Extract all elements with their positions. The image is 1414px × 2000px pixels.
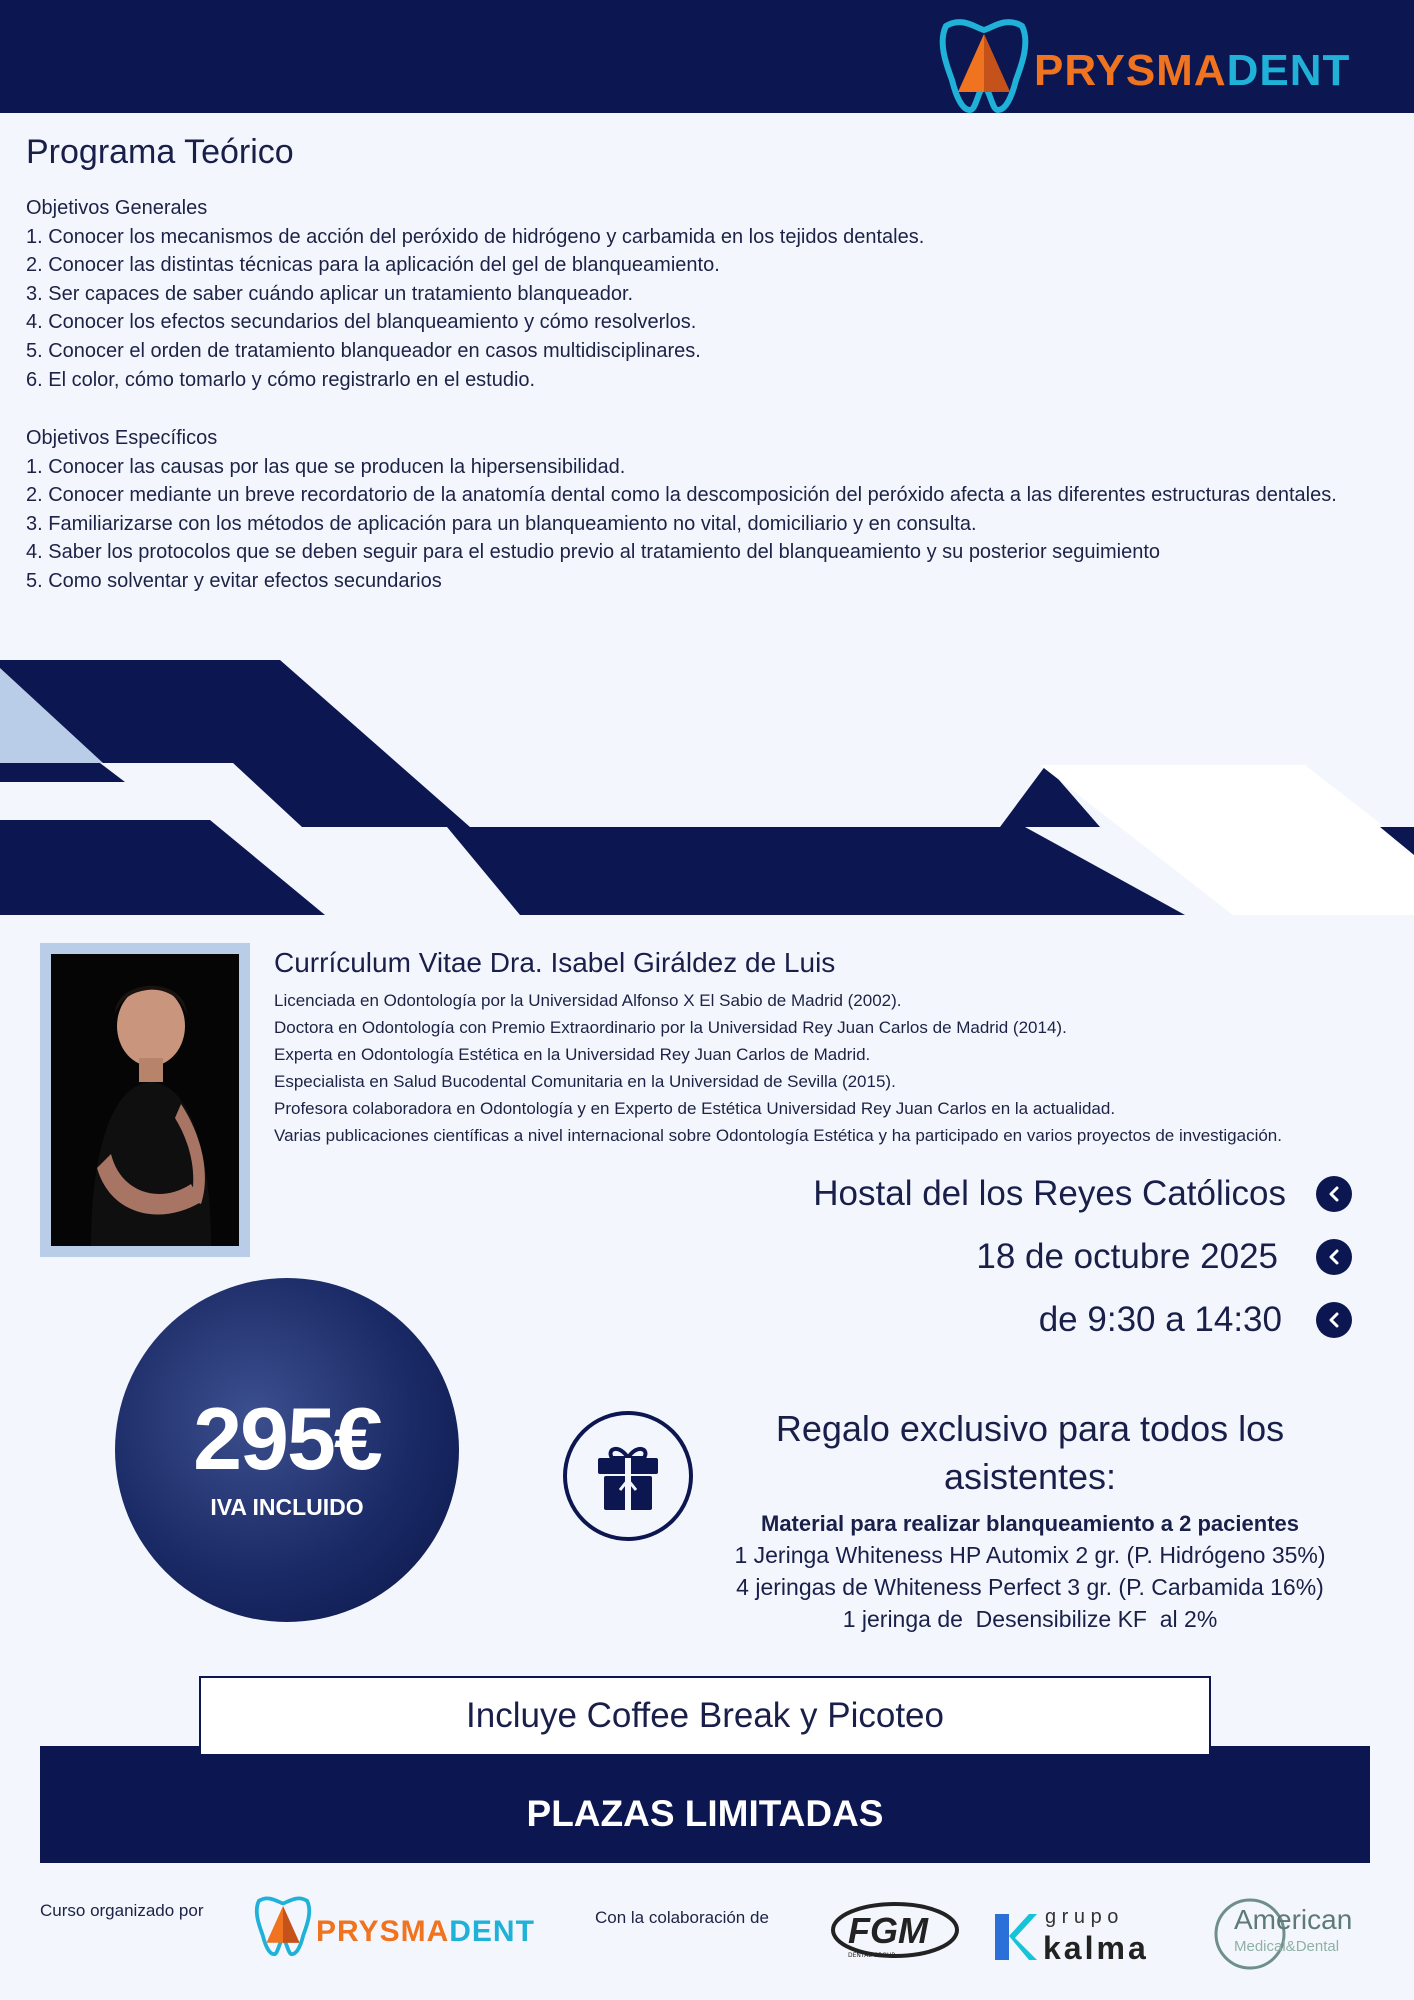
list-item: 6. El color, cómo tomarlo y cómo registrarlo en el estudio.: [26, 368, 536, 391]
event-time-line: [1039, 1300, 1352, 1340]
list-item: 5. Conocer el orden de tratamiento blanqueador en casos multidisciplinares.: [26, 339, 701, 362]
list-item: 4. Conocer los efectos secundarios del blanqueamiento y cómo resolverlos.: [26, 311, 697, 334]
gift-subheading: Material para realizar blanqueamiento a 2 pacientes: [761, 1511, 1299, 1536]
kalma-logo[interactable]: [993, 1906, 1173, 1966]
american-medical-logo[interactable]: [1212, 1894, 1372, 1974]
chevron-left-icon[interactable]: [1316, 1176, 1352, 1212]
cv-title: Currículum Vitae Dra. Isabel Giráldez de Luis: [274, 947, 836, 978]
doctor-photo-frame: [40, 943, 250, 1257]
event-venue: Hostal del los Reyes Católicos: [813, 1174, 1286, 1213]
coffee-text: Incluye Coffee Break y Picoteo: [466, 1696, 944, 1735]
list-item: 1. Conocer los mecanismos de acción del peróxido de hidrógeno y carbamida en los tejidos dentales.: [26, 225, 925, 248]
gift-section: [700, 1405, 1360, 1635]
event-date: 18 de octubre 2025: [976, 1237, 1278, 1276]
objetivos-especificos-heading: Objetivos Específicos: [26, 427, 218, 449]
list-item: 2. Conocer las distintas técnicas para la aplicación del gel de blanqueamiento.: [26, 254, 720, 277]
chevron-left-icon[interactable]: [1316, 1302, 1352, 1338]
list-item: 2. Conocer mediante un breve recordatorio de la anatomía dental como la descomposición del peróxido afecta a las diferentes estructuras dentales.: [26, 484, 1337, 507]
cv-item: Especialista en Salud Bucodental Comunitaria en la Universidad de Sevilla (2015).: [274, 1072, 896, 1091]
list-item: 3. Ser capaces de saber cuándo aplicar un tratamiento blanqueador.: [26, 282, 634, 305]
objetivos-especificos: [26, 424, 1396, 596]
kalma-k-icon: [993, 1912, 1037, 1962]
header-logo[interactable]: [932, 12, 1350, 116]
coffee-box: [199, 1676, 1211, 1756]
brand-name-part1: PRYSMA: [1034, 46, 1227, 95]
fgm-logo-text: FGM: [848, 1910, 928, 1951]
page-title: Programa Teórico: [26, 133, 294, 171]
decorative-band: [0, 660, 1414, 920]
cv-item: Licenciada en Odontología por la Universidad Alfonso X El Sabio de Madrid (2002).: [274, 991, 902, 1010]
footer-prysmadent-logo[interactable]: [250, 1888, 535, 1962]
brand-name-part1: PRYSMA: [316, 1915, 450, 1948]
chevron-left-icon[interactable]: [1316, 1239, 1352, 1275]
objetivos-generales-heading: Objetivos Generales: [26, 197, 208, 219]
list-item: 1. Conocer las causas por las que se producen la hipersensibilidad.: [26, 455, 626, 478]
kalma-top-text: g r u p o: [1045, 1906, 1119, 1928]
kalma-bottom-text: kalma: [1043, 1930, 1149, 1966]
cv-item: Doctora en Odontología con Premio Extraordinario por la Universidad Rey Juan Carlos de Madrid (2014).: [274, 1018, 1067, 1037]
event-date-line: [976, 1237, 1352, 1277]
objetivos-generales: [26, 194, 1396, 394]
cv-item: Experta en Odontología Estética en la Universidad Rey Juan Carlos de Madrid.: [274, 1045, 871, 1064]
cv-item: Varias publicaciones científicas a nivel internacional sobre Odontología Estética y ha participado en varios proyectos de investigación.: [274, 1126, 1282, 1145]
list-item: 5. Como solventar y evitar efectos secundarios: [26, 569, 442, 592]
price-amount: 295€: [193, 1389, 381, 1488]
list-item: 3. Familiarizarse con los métodos de aplicación para un blanqueamiento no vital, domiciliario y en consulta.: [26, 512, 977, 535]
gift-item: 4 jeringas de Whiteness Perfect 3 gr. (P. Carbamida 16%): [736, 1574, 1324, 1600]
price-note: IVA INCLUIDO: [210, 1494, 364, 1520]
gift-icon: [590, 1438, 666, 1514]
prysmadent-tooth-icon: [932, 12, 1036, 116]
price-badge: [115, 1278, 459, 1622]
list-item: 4. Saber los protocolos que se deben seguir para el estudio previo al tratamiento del blanqueamiento y su posterior seguimiento: [26, 541, 1161, 564]
fgm-logo-sub: DENTAL GROUP: [848, 1952, 896, 1959]
cv-item: Profesora colaboradora en Odontología y en Experto de Estética Universidad Rey Juan Carlos en la actualidad.: [274, 1099, 1116, 1118]
plazas-text: PLAZAS LIMITADAS: [526, 1793, 884, 1834]
american-bottom-text: Medical&Dental: [1234, 1938, 1340, 1955]
brand-name-part2: DENT: [1226, 46, 1351, 95]
doctor-photo: [51, 954, 239, 1246]
fgm-logo[interactable]: [830, 1900, 960, 1966]
doctor-portrait-image: [51, 954, 239, 1246]
gift-item: 1 Jeringa Whiteness HP Automix 2 gr. (P. Hidrógeno 35%): [734, 1542, 1326, 1568]
gift-icon-circle: [563, 1411, 693, 1541]
american-top-text: American: [1234, 1904, 1353, 1935]
colaboracion-label: Con la colaboración de: [595, 1908, 769, 1927]
event-time: de 9:30 a 14:30: [1038, 1300, 1282, 1339]
event-venue-line: [813, 1174, 1352, 1214]
gift-heading: Regalo exclusivo para todos los asistentes:: [775, 1408, 1285, 1497]
gift-item: 1 jeringa de Desensibilize KF al 2%: [842, 1606, 1218, 1632]
organizado-label: Curso organizado por: [40, 1901, 204, 1920]
cv-section: [274, 947, 1384, 1147]
prysmadent-tooth-icon: [250, 1888, 316, 1962]
brand-name-part2: DENT: [449, 1915, 535, 1948]
plazas-banner: [40, 1746, 1370, 1863]
